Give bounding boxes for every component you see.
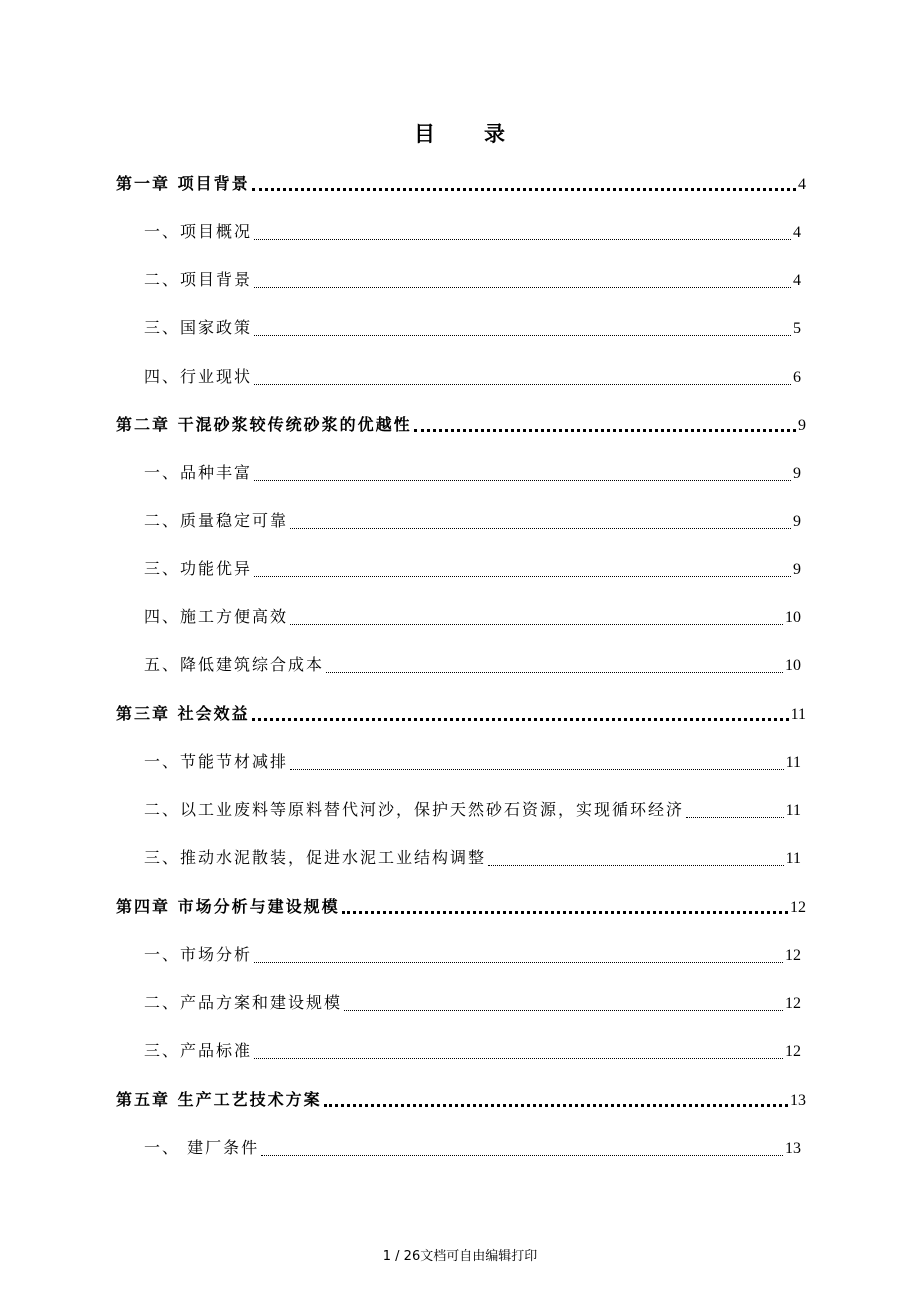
toc-dot-leader: [342, 910, 788, 914]
toc-page-number: 9: [798, 417, 806, 434]
toc-page-number: 6: [793, 369, 801, 386]
toc-page-number: 13: [790, 1092, 806, 1109]
toc-page-number: 4: [793, 272, 801, 289]
toc-entry-label: 第四章 市场分析与建设规模: [116, 897, 340, 916]
toc-dot-leader: [261, 1154, 783, 1156]
toc-entry-label: 二、以工业废料等原料替代河沙，保护天然砂石资源，实现循环经济: [144, 800, 685, 819]
toc-section-row[interactable]: [144, 556, 801, 584]
page-footer: 1 / 26文档可自由编辑打印: [382, 1249, 538, 1264]
toc-page-number: 4: [793, 224, 801, 241]
toc-page-number: 5: [793, 320, 801, 337]
toc-section-row[interactable]: [144, 749, 801, 777]
toc-page-number: 11: [785, 754, 801, 771]
toc-dot-leader: [254, 334, 791, 336]
toc-entry-label: 第三章 社会效益: [116, 704, 250, 723]
toc-section-row[interactable]: [144, 942, 801, 970]
toc-entry-label: 五、降低建筑综合成本: [144, 655, 325, 674]
toc-page-number: 9: [793, 513, 801, 530]
toc-dot-leader: [252, 717, 789, 721]
toc-section-row[interactable]: [144, 508, 801, 536]
toc-page-number: 9: [793, 465, 801, 482]
toc-page-number: 10: [785, 657, 801, 674]
toc-chapter-row[interactable]: [116, 412, 806, 440]
toc-section-row[interactable]: [144, 604, 801, 632]
toc-title-char-1: 目: [414, 121, 436, 146]
toc-entry-label: 第二章 干混砂浆较传统砂浆的优越性: [116, 415, 412, 434]
toc-entry-label: 二、产品方案和建设规模: [144, 993, 343, 1012]
toc-dot-leader: [686, 816, 784, 818]
toc-dot-leader: [488, 864, 784, 866]
toc-entry-label: 一、项目概况: [144, 222, 253, 241]
toc-title-char-2: 录: [484, 121, 506, 146]
toc-entry-label: 四、施工方便高效: [144, 607, 289, 626]
toc-section-row[interactable]: [144, 1038, 801, 1066]
toc-section-row[interactable]: [144, 364, 801, 392]
toc-entry-label: 一、市场分析: [144, 945, 253, 964]
toc-dot-leader: [252, 187, 796, 191]
toc-dot-leader: [254, 961, 783, 963]
toc-page-number: 10: [785, 609, 801, 626]
toc-entry-label: 四、行业现状: [144, 367, 253, 386]
toc-page-number: 13: [785, 1140, 801, 1157]
toc-entry-label: 三、国家政策: [144, 318, 253, 337]
toc-chapter-row[interactable]: [116, 171, 806, 199]
toc-dot-leader: [254, 383, 791, 385]
toc-entry-label: 一、品种丰富: [144, 463, 253, 482]
toc-entry-label: 三、功能优异: [144, 559, 253, 578]
toc-page-number: 11: [785, 802, 801, 819]
toc-entry-label: 一、 建厂条件: [144, 1138, 260, 1157]
toc-dot-leader: [324, 1103, 788, 1107]
toc-entry-label: 二、项目背景: [144, 270, 253, 289]
toc-page-number: 12: [785, 1043, 801, 1060]
toc-dot-leader: [290, 768, 784, 770]
toc-dot-leader: [254, 1057, 783, 1059]
toc-entry-label: 二、质量稳定可靠: [144, 511, 289, 530]
toc-section-row[interactable]: [144, 460, 801, 488]
toc-dot-leader: [290, 623, 783, 625]
toc-dot-leader: [326, 671, 783, 673]
toc-dot-leader: [254, 286, 791, 288]
toc-page-number: 9: [793, 561, 801, 578]
toc-section-row[interactable]: [144, 267, 801, 295]
toc-dot-leader: [254, 238, 791, 240]
toc-section-row[interactable]: [144, 990, 801, 1018]
toc-dot-leader: [414, 428, 796, 432]
toc-page-number: 12: [785, 947, 801, 964]
toc-page-number: 11: [785, 850, 801, 867]
toc-page-number: 12: [785, 995, 801, 1012]
toc-section-row[interactable]: [144, 315, 801, 343]
toc-entry-label: 三、推动水泥散装，促进水泥工业结构调整: [144, 848, 487, 867]
toc-section-row[interactable]: [144, 1135, 801, 1163]
toc-title: [0, 118, 920, 148]
toc-dot-leader: [254, 575, 791, 577]
toc-entry-label: 第一章 项目背景: [116, 174, 250, 193]
toc-chapter-row[interactable]: [116, 1087, 806, 1115]
toc-chapter-row[interactable]: [116, 894, 806, 922]
toc-entry-label: 一、节能节材减排: [144, 752, 289, 771]
toc-page-number: 4: [798, 176, 806, 193]
toc-dot-leader: [344, 1009, 783, 1011]
toc-section-row[interactable]: [144, 797, 801, 825]
toc-page-number: 11: [790, 706, 806, 723]
toc-section-row[interactable]: [144, 845, 801, 873]
toc-dot-leader: [290, 527, 791, 529]
toc-section-row[interactable]: [144, 652, 801, 680]
toc-section-row[interactable]: [144, 219, 801, 247]
toc-page-number: 12: [790, 899, 806, 916]
toc-chapter-row[interactable]: [116, 701, 806, 729]
toc-dot-leader: [254, 479, 791, 481]
toc-entry-label: 三、产品标准: [144, 1041, 253, 1060]
toc-entry-label: 第五章 生产工艺技术方案: [116, 1090, 322, 1109]
